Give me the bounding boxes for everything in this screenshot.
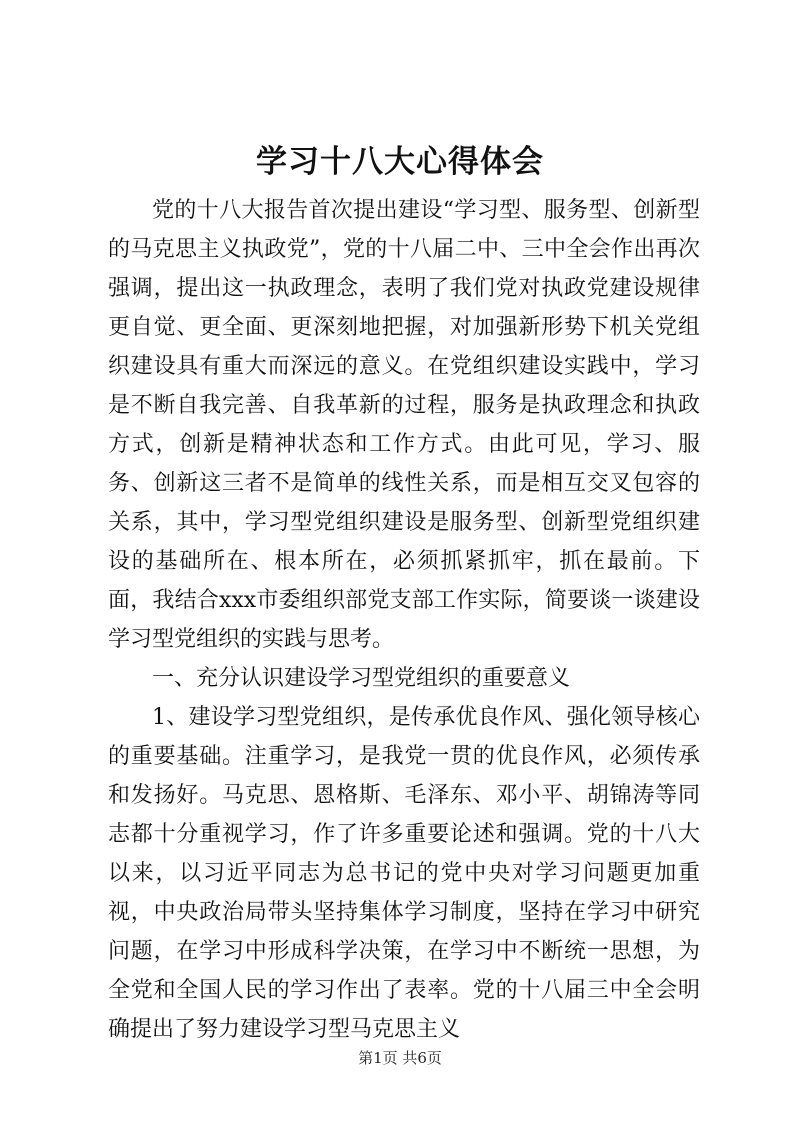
document-body [108,191,700,1049]
section-heading-1: 一、充分认识建设学习型党组织的重要意义 [152,666,571,691]
page-footer: 第1页 共6页 [358,1049,442,1067]
paragraph-intro: 党的十八大报告首次提出建设“学习型、服务型、创新型的马克思主义执政党”，党的十八届二中、三中全会作出再次强调，提出这一执政理念，表明了我们党对执政党建设规律更自觉、更全面、更深刻地把握，对加强新形势下机关党组织建设具有重大而深远的意义。在党组织建设实践中，学习是不断自我完善、自我革新的过程，服务是执政理念和执政方式，创新是精神状态和工作方式。由此可见，学习、服务、创新这三者不是简单的线性关系，而是相互交叉包容的关系，其中，学习型党组织建设是服务型、创新型党组织建设的基础所在、根本所在，必须抓紧抓牢，抓在最前。下面，我结合xxx市委组织部党支部工作实际，简要谈一谈建设学习型党组织的实践与思考。 [108,198,700,652]
paragraph-point-1: 1、建设学习型党组织，是传承优良作风、强化领导核心的重要基础。注重学习，是我党一贯的优良作风，必须传承和发扬好。马克思、恩格斯、毛泽东、邓小平、胡锦涛等同志都十分重视学习，作了许多重要论述和强调。党的十八大以来，以习近平同志为总书记的党中央对学习问题更加重视，中央政治局带头坚持集体学习制度，坚持在学习中研究问题，在学习中形成科学决策，在学习中不断统一思想，为全党和全国人民的学习作出了表率。党的十八届三中全会明确提出了努力建设学习型马克思主义 [108,705,700,1042]
document-title: 学习十八大心得体会 [256,144,544,180]
